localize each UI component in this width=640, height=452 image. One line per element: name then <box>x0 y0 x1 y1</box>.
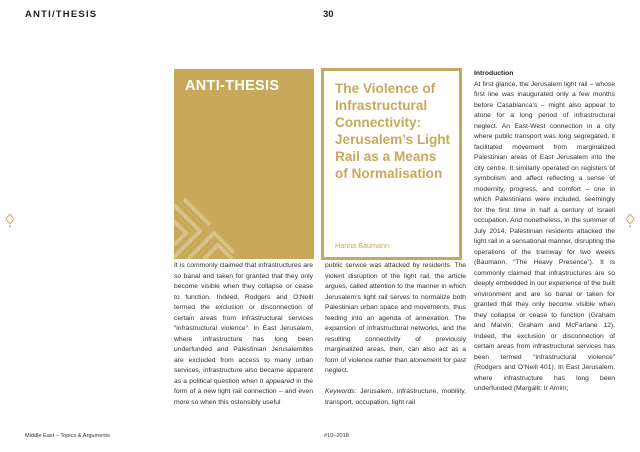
footer-journal: Middle East – Topics & Arguments <box>25 433 110 439</box>
article-title-line: The Violence of <box>335 81 436 96</box>
geometric-pattern-icon <box>174 179 234 259</box>
running-header-title: ANTI/THESIS <box>25 9 98 20</box>
keywords: Keywords: Jerusalem, infrastructure, mobility, transport, occupation, light rail <box>325 388 466 406</box>
introduction-column <box>474 69 615 395</box>
article-title-line: Connectivity: <box>335 115 422 130</box>
article-title-line: Rail as a Means <box>335 149 437 164</box>
diamond-marker-icon <box>6 214 14 228</box>
page-number: 30 <box>323 9 334 20</box>
abstract-column-2 <box>325 261 466 408</box>
article-title-line: of Normalisation <box>335 166 443 181</box>
abstract-column-1 <box>174 261 313 408</box>
article-title-line: Infrastructural <box>335 98 428 113</box>
footer-issue: #10–2018 <box>324 433 349 439</box>
section-heading: Introduction <box>474 70 514 77</box>
abstract-paragraph: It is commonly claimed that infrastructures are so banal and taken for granted that they only become visible when they collapse or cease to function. Indeed, Rodgers and O’Neill termed the exclusion or disconnection of certain areas from infrastructural services “infrastructural violence”. In East Jerusalem, where infrastructure has long been underfunded and Palestinian Jerusalemites are excluded from access to many urban services, infrastructure also became apparent as a political question when it appeared in the form of a new light rail connection – and even more so when this ostensibly useful <box>174 262 314 406</box>
article-title <box>335 80 457 182</box>
keywords-label: Keywords: <box>325 388 357 395</box>
diamond-marker-icon <box>626 214 634 228</box>
introduction-body: At first glance, the Jerusalem light rail – whose first line was inaugurated only a few months before Casablanca’s – might also appear to atone for a long period of infrastructural neglect. An East-West connection in a city where public transport was long segregated, it facilitated movement from marginalized Palestinian areas of East Jerusalem into the city centre. It similarly operated on registers of symbolism and affect reflecting a sense of modernity, progress, and comfort – one in which Palestinians were included, seemingly for the first time in half a century of Israeli occupation. And nonetheless, in the summer of July 2014, Palestinian residents attacked the light rail in a sensational manner, disrupting the operations of the tramway for two weeks (Baumann, “The Heavy Presence”). It is commonly claimed that infrastructures are so deeply embedded in our experience of the built environment and are so banal or taken for granted that they only become visible when they collapse or cease to function (Graham and Marvin; Graham and McFarlane 12). Indeed, the exclusion or disconnection of certain areas from infrastructural services has been termed “infrastructural violence” (Rodgers and O’Neill 401). In East Jerusalem, where infrastructure has long been underfunded (Margalit; Ir Amim; <box>474 80 615 392</box>
article-title-line: Jerusalem’s Light <box>335 132 451 147</box>
feature-box-label: ANTI-THESIS <box>185 78 280 94</box>
article-title-box <box>321 68 462 260</box>
article-author: Hanna Baumann <box>335 241 389 250</box>
feature-box <box>174 69 314 259</box>
abstract-paragraph: public service was attacked by residents. The violent disruption of the light rail, the article argues, called attention to the manner in which Jerusalem’s light rail serves to normalize both Palestinian urban space and movements, thus feeding into an agenda of annexation. The expansion of infrastructural networks, and the resulting connectivity of previously marginalized areas, then, can also act as a form of violence rather than atonement for past neglect. <box>325 262 466 374</box>
